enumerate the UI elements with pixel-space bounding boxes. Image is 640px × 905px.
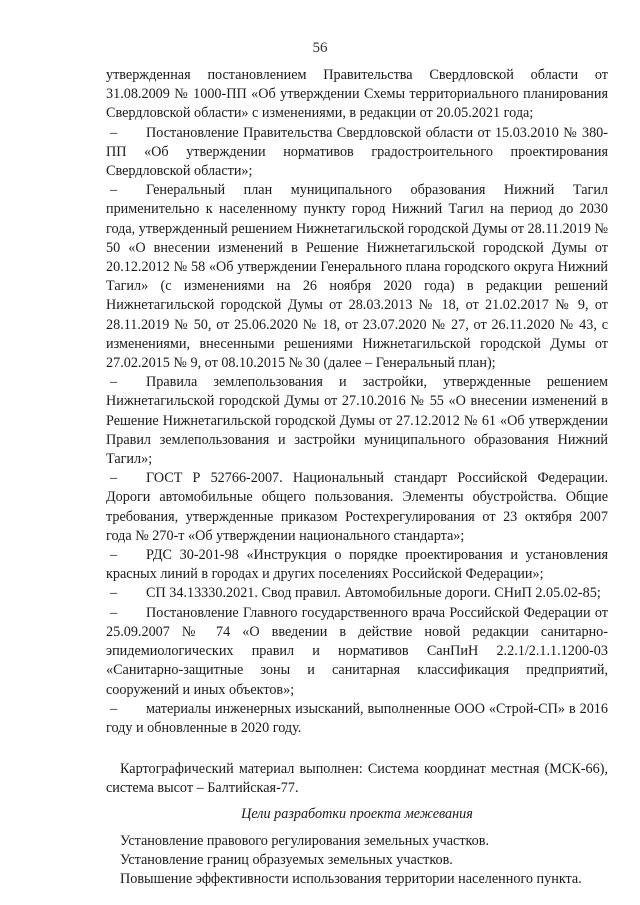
bullet-marker: –: [110, 700, 118, 717]
list-item-text: Постановление Правительства Свердловской области от 15.03.2010 № 380-ПП «Об утверждении нормативов градостроительного проектирования Свердловской области»;: [106, 124, 608, 180]
list-item: [106, 584, 608, 603]
list-item-text: ГОСТ Р 52766-2007. Национальный стандарт Российской Федерации. Дороги автомобильные общего пользования. Элементы обустройства. Общие требования, утвержденные приказом Ростехрегулирования от 23 октября 2007 года № 270-т «Об утверждении национального стандарта»;: [106, 470, 608, 544]
intro-paragraph: утвержденная постановлением Правительства Свердловской области от 31.08.2009 № 1000-ПП «Об утверждении Схемы территориального планирования Свердловской области» с изменениями, в редакции от 20.05.2021 года;: [106, 67, 608, 122]
list-item-text: Правила землепользования и застройки, утвержденные решением Нижнетагильской городской Думы от 27.10.2016 № 55 «О внесении изменений в Решение Нижнетагильской городской Думы от 27.12.2012 № 61 «Об утверждении Правил землепользования и застройки муниципального образования Нижний Тагил»;: [106, 374, 608, 468]
bullet-marker: –: [110, 604, 118, 621]
list-item: [106, 700, 608, 738]
list-item: [106, 373, 608, 469]
list-item-text: материалы инженерных изысканий, выполненные ООО «Строй-СП» в 2016 году и обновленные в 2020 году.: [106, 700, 608, 736]
goals-heading: Цели разработки проекта межевания: [241, 805, 473, 822]
bullet-marker: –: [110, 547, 118, 564]
cartography-paragraph: Картографический материал выполнен: Система координат местная (МСК-66), система высот – Балтийская-77.: [106, 761, 608, 797]
document-body: [106, 66, 608, 889]
bullet-marker: –: [110, 470, 118, 487]
list-item: [106, 124, 608, 182]
bullet-marker: –: [110, 374, 118, 391]
list-item-text: Постановление Главного государственного врача Российской Федерации от 25.09.2007 № 74 «О введении в действие новой редакции санитарно-эпидемиологических правил и нормативов СанПиН 2.2.1/2.1.1.1200-03 «Санитарно-защитные зоны и санитарная классификация предприятий, сооружений и иных объектов»;: [106, 604, 608, 698]
list-item: [106, 181, 608, 373]
goal-item: Повышение эффективности использования территории населенного пункта.: [120, 871, 582, 888]
bullet-marker: –: [110, 585, 118, 602]
goal-item: Установление правового регулирования земельных участков.: [120, 832, 490, 849]
list-item: [106, 546, 608, 584]
list-item: [106, 469, 608, 546]
list-item-text: СП 34.13330.2021. Свод правил. Автомобильные дороги. СНиП 2.05.02-85;: [146, 585, 601, 602]
bullet-marker: –: [110, 182, 118, 199]
goal-item: Установление границ образуемых земельных участков.: [120, 851, 453, 868]
source-list: [106, 124, 608, 739]
bullet-marker: –: [110, 124, 118, 141]
list-item-text: Генеральный план муниципального образования Нижний Тагил применительно к населенному пункту город Нижний Тагил на период до 2030 года, утвержденный решением Нижнетагильской городской Думы от 28.11.2019 № 50 «О внесении изменений в Решение Нижнетагильской городской Думы от 20.12.2012 № 58 «Об утверждении Генерального плана городского округа Нижний Тагил» (с изменениями на 26 ноября 2020 года) в редакции решений Нижнетагильской городской Думы от 28.03.2013 № 18, от 21.02.2017 № 9, от 28.11.2019 № 50, от 25.06.2020 № 18, от 23.07.2020 № 27, от 26.11.2020 № 43, с изменениями, внесенными решениями Нижнетагильской городской Думы от 27.02.2015 № 9, от 08.10.2015 № 30 (далее – Генеральный план);: [106, 182, 608, 372]
goals-list: [106, 832, 608, 890]
list-item-text: РДС 30-201-98 «Инструкция о порядке проектирования и установления красных линий в городах и других поселениях Российской Федерации»;: [106, 547, 608, 583]
list-item: [106, 604, 608, 700]
page-number: 56: [312, 40, 328, 56]
